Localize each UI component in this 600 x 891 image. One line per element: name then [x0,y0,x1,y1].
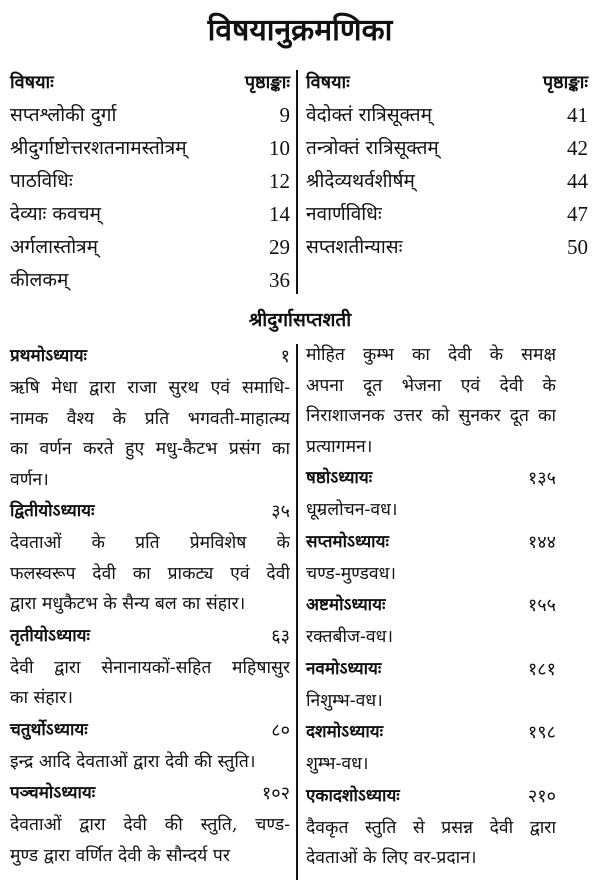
contents-row [306,132,588,165]
chapter-page: १०२ [261,783,290,804]
contents-entry-name: वेदोक्तं रात्रिसूक्तम् [306,104,432,126]
chapter-heading [306,780,556,813]
contents-row [10,165,290,198]
contents-header [306,66,588,99]
contents-entry-page: 42 [567,136,588,160]
contents-entry-name: पाठविधिः [10,170,73,192]
chapter-title: तृतीयोऽध्यायः [10,625,90,646]
chapter-heading [10,777,290,810]
page-header: पृष्ठाङ्काः [244,72,290,93]
description-line: नामक वैश्य के प्रति भगवती-माहात्म्य [10,408,290,429]
chapter-page: १४४ [527,531,556,553]
contents-table [10,66,590,296]
contents-entry-page: 50 [567,235,588,259]
description-line: देवताओं के प्रति प्रेमविशेष के [10,533,290,553]
contents-row [10,198,290,231]
contents-row [10,231,290,264]
description-line: फलस्वरूप देवी का प्राकट्य एवं देवी [10,563,290,584]
chapter-page: १ [280,346,290,367]
chapter-page: ८० [271,719,290,741]
contents-row [306,198,588,231]
description-line: मुण्ड द्वारा वर्णित देवी के सौन्दर्य पर [10,845,230,866]
description-line: चण्ड-मुण्डवध। [306,563,396,584]
chapter-heading [10,620,290,653]
contents-entry-page: 44 [567,169,588,193]
description-line: निशुम्भ-वध। [306,690,383,711]
description-line: ऋषि मेधा द्वारा राजा सुरथ एवं समाधि- [10,378,290,398]
contents-entry-name: अर्गलास्तोत्रम् [10,236,99,258]
chapter-heading [306,462,556,495]
chapter-page: १३५ [527,468,556,489]
description-line: रक्तबीज-वध। [306,627,394,647]
description-line: शुम्भ-वध। [306,754,369,774]
chapter-heading [10,340,290,373]
contents-row [10,99,290,132]
description-line: अपना दूत भेजना एवं देवी के [306,375,556,396]
chapter-title: एकादशोऽध्यायः [306,785,400,806]
contents-entry-name: कीलकम् [10,269,69,291]
chapter-title: षष्ठोऽध्यायः [306,468,373,488]
chapter-title: नवमोऽध्यायः [306,658,382,679]
contents-row [306,99,588,132]
chapter-page: १८१ [527,658,556,680]
contents-row [306,231,588,264]
description-line: प्रत्यागमन। [306,436,373,457]
contents-header [10,66,290,99]
chapters-right-column [306,340,556,874]
contents-right-column [306,66,588,264]
chapter-page: ६३ [271,625,290,647]
description-line: का वर्णन करते हुए मधु-कैटभ प्रसंग का [10,439,290,459]
contents-entry-name: तन्त्रोक्तं रात्रिसूक्तम् [306,137,439,159]
description-line: द्वारा मधुकैटभ के सैन्य बल का संहार। [10,594,246,614]
contents-entry-name: देव्याः कवचम् [10,203,101,225]
contents-entry-page: 12 [269,169,290,193]
section-title: श्रीदुर्गासप्तशती [248,309,352,331]
chapter-page: १५५ [527,595,556,616]
description-line: निराशाजनक उत्तर को सुनकर दूत का [306,406,556,426]
contents-entry-name: श्रीदेव्यथर्वशीर्षम् [306,170,415,192]
chapter-title: पञ्चमोऽध्यायः [10,783,96,803]
contents-entry-page: 14 [269,202,290,226]
chapters-left-column [10,340,290,871]
description-line: इन्द्र आदि देवताओं द्वारा देवी की स्तुति। [10,751,256,772]
chapter-page: २१० [527,785,556,807]
chapter-heading [306,716,556,749]
page-title: विषयानुक्रमणिका [207,13,393,48]
chapter-page: ३५ [271,501,290,522]
subject-header: विषयाः [306,72,350,93]
contents-left-column [10,66,290,297]
description-line: का संहार। [10,688,73,708]
contents-entry-name: सप्तशतीन्यासः [306,236,403,258]
contents-entry-page: 10 [269,136,290,160]
chapter-title: अष्टमोऽध्यायः [306,595,386,615]
chapter-heading [306,653,556,686]
chapter-title: द्वितीयोऽध्यायः [10,501,95,521]
contents-row [10,132,290,165]
column-divider [296,70,298,294]
subject-header: विषयाः [10,72,54,93]
contents-entry-name: सप्तश्लोकी दुर्गा [10,104,117,126]
contents-entry-name: श्रीदुर्गाष्टोत्तरशतनामस्तोत्रम् [10,137,187,159]
contents-entry-page: 36 [269,268,290,292]
chapter-title: प्रथमोऽध्यायः [10,346,87,366]
chapter-title: दशमोऽध्यायः [306,722,384,742]
description-line: धूम्रलोचन-वध। [306,500,398,520]
contents-entry-page: 29 [269,235,290,259]
page-header: पृष्ठाङ्काः [542,72,588,93]
description-line: देवताओं के लिए वर-प्रदान। [306,848,477,868]
description-line: वर्णन। [10,469,49,490]
contents-row [306,165,588,198]
contents-entry-page: 41 [567,103,588,127]
contents-entry-page: 47 [567,202,588,226]
chapter-page: १९८ [527,722,556,743]
chapter-heading [10,495,290,528]
contents-row [10,264,290,297]
chapter-title: चतुर्थोऽध्यायः [10,719,88,740]
column-divider [296,344,298,880]
description-line: देवताओं द्वारा देवी की स्तुति, चण्ड- [10,815,290,835]
chapter-heading [10,714,290,747]
description-line: देवी द्वारा सेनानायकों-सहित महिषासुर [10,657,290,678]
description-line: दैवकृत स्तुति से प्रसन्न देवी द्वारा [306,817,556,838]
chapter-heading [306,589,556,622]
contents-entry-name: नवार्णविधिः [306,203,382,225]
chapter-title: सप्तमोऽध्यायः [306,531,389,552]
chapter-heading [306,526,556,559]
contents-entry-page: 9 [279,103,290,127]
description-line: मोहित कुम्भ का देवी के समक्ष [306,345,556,365]
